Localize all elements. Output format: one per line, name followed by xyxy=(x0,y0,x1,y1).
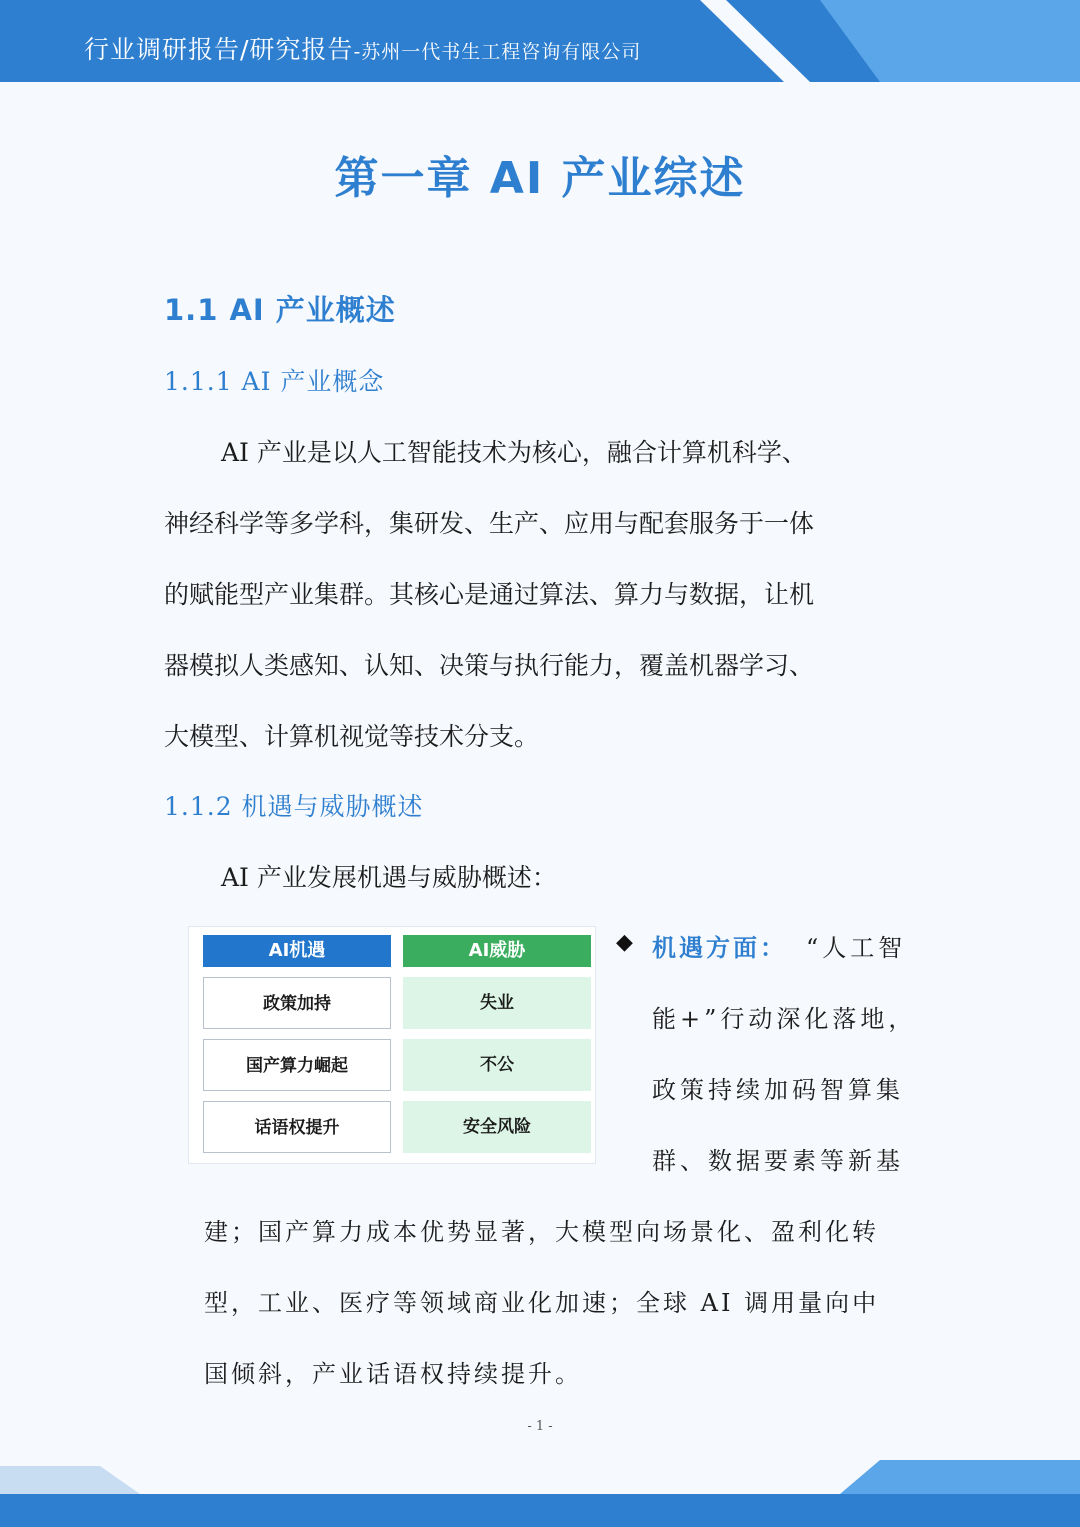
opportunity-line: 型，工业、医疗等领域商业化加速；全球 AI 调用量向中 xyxy=(204,1289,880,1317)
intro-line: AI 产业发展机遇与威胁概述： xyxy=(221,863,557,892)
footer-band xyxy=(0,1460,1080,1527)
header-decoration-cut xyxy=(700,0,810,82)
subsection-title-opportunities-threats: 1.1.2 机遇与威胁概述 xyxy=(164,792,424,821)
opportunity-line: 能+”行动深化落地， xyxy=(652,1005,917,1033)
paragraph-line: AI 产业是以人工智能技术为核心，融合计算机科学、 xyxy=(221,438,807,467)
subsection-title-concept: 1.1.1 AI 产业概念 xyxy=(164,367,385,396)
opportunity-cell: 政策加持 xyxy=(203,977,391,1029)
opportunity-label: 机遇方面： xyxy=(652,934,787,962)
section-title: 1.1 AI 产业概述 xyxy=(164,293,396,327)
header-band xyxy=(0,0,1080,82)
opportunity-line: 政策持续加码智算集 xyxy=(652,1076,904,1104)
threat-cell: 失业 xyxy=(403,977,591,1029)
footer-decoration-right xyxy=(840,1460,1080,1494)
footer-decoration-left xyxy=(0,1466,140,1494)
threat-header: AI威胁 xyxy=(403,935,591,967)
diamond-bullet-icon: ◆ xyxy=(616,930,633,955)
opportunity-line: 群、数据要素等新基 xyxy=(652,1147,904,1175)
paragraph-line: 器模拟人类感知、认知、决策与执行能力，覆盖机器学习、 xyxy=(164,651,815,680)
paragraph-line: 的赋能型产业集群。其核心是通过算法、算力与数据，让机 xyxy=(164,580,815,609)
chapter-title: 第一章 AI 产业综述 xyxy=(334,153,746,204)
paragraph-line: 神经科学等多学科，集研发、生产、应用与配套服务于一体 xyxy=(164,509,815,538)
opportunity-line: 国倾斜，产业话语权持续提升。 xyxy=(204,1360,582,1388)
header-decoration-light xyxy=(760,0,1080,82)
page-number: - 1 - xyxy=(527,1419,553,1434)
opportunity-line: 建；国产算力成本优势显著，大模型向场景化、盈利化转 xyxy=(204,1218,879,1246)
report-type: 行业调研报告/研究报告 xyxy=(84,35,354,64)
opportunity-header: AI机遇 xyxy=(203,935,391,967)
opportunity-line: “人工智 xyxy=(806,934,907,962)
threat-cell: 安全风险 xyxy=(403,1101,591,1153)
company-name: -苏州一代书生工程咨询有限公司 xyxy=(353,41,642,63)
footer-bar xyxy=(0,1494,1080,1527)
opportunity-threat-table xyxy=(188,926,596,1164)
opportunity-cell: 话语权提升 xyxy=(203,1101,391,1153)
opportunity-cell: 国产算力崛起 xyxy=(203,1039,391,1091)
threat-cell: 不公 xyxy=(403,1039,591,1091)
paragraph-line: 大模型、计算机视觉等技术分支。 xyxy=(164,722,540,751)
header-title xyxy=(84,30,641,66)
